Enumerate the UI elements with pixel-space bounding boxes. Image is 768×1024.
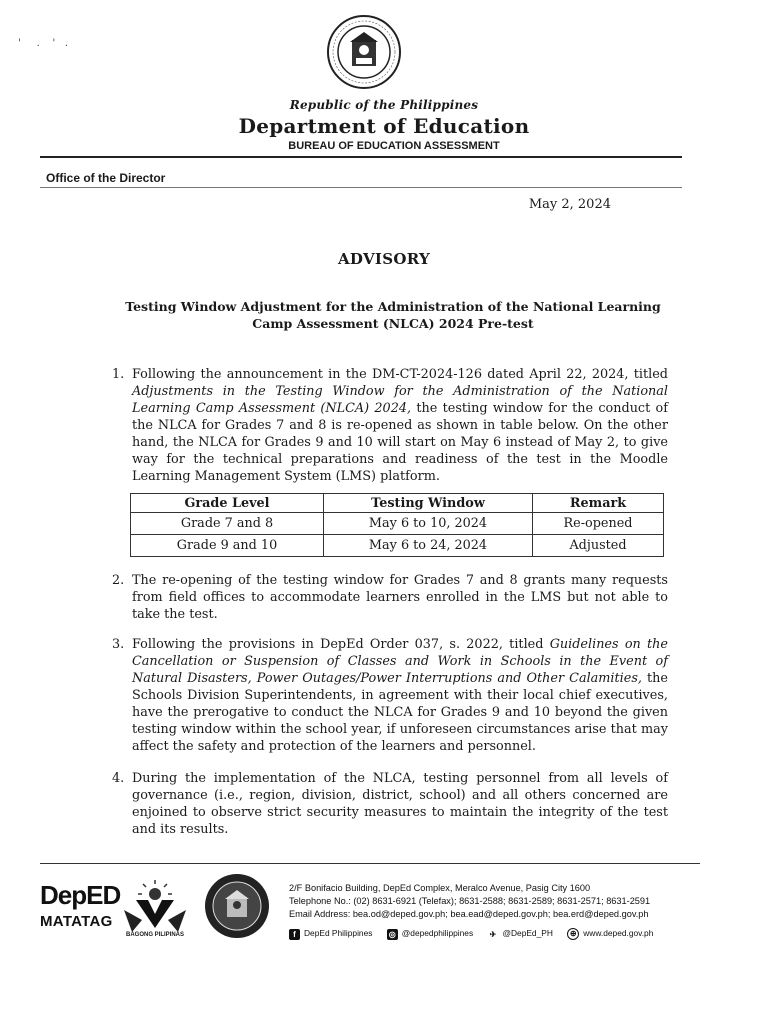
department-heading: Department of Education bbox=[238, 114, 530, 138]
republic-heading: Republic of the Philippines bbox=[289, 98, 479, 112]
paragraph-text: the Schools Division Superintendents, in agreement with their local chief executives, have the prerogative to conduct the NLCA for Grades 9 and 10 beyond the given testing window within the school year, if unforeseen circumstances arise that may affect the safety and protection of the learners and personnel. bbox=[132, 671, 668, 754]
contact-info bbox=[289, 882, 650, 921]
twitter-label: @DepEd_PH bbox=[502, 928, 553, 939]
paragraph-2 bbox=[112, 572, 668, 623]
instagram-icon: ◎ bbox=[387, 929, 398, 940]
bureau-heading: BUREAU OF EDUCATION ASSESSMENT bbox=[288, 140, 500, 152]
subject-line-2: Camp Assessment (NLCA) 2024 Pre-test bbox=[252, 316, 534, 331]
paragraph-number: 2. bbox=[112, 573, 125, 588]
paragraph-3 bbox=[112, 636, 668, 755]
scan-specks: ' . ' . bbox=[18, 38, 68, 49]
twitter-icon: ✈ bbox=[487, 929, 498, 940]
header-remark: Remark bbox=[533, 494, 664, 513]
header-testing-window: Testing Window bbox=[324, 494, 533, 513]
order-title: Guidelines on the Cancellation or Suspension of Classes and Work in Schools in the Event of Natural Disasters, Power Outages/Power Interruptions and Other Calamities, bbox=[132, 637, 668, 686]
document-date: May 2, 2024 bbox=[528, 197, 611, 212]
header-divider bbox=[40, 156, 682, 158]
social-links bbox=[289, 928, 665, 940]
website-link[interactable] bbox=[567, 928, 653, 940]
document-title: ADVISORY bbox=[337, 250, 431, 268]
paragraph-4 bbox=[112, 770, 668, 838]
paragraph-1 bbox=[112, 366, 668, 485]
header-grade-level: Grade Level bbox=[131, 494, 324, 513]
table-row bbox=[131, 513, 664, 535]
paragraph-text: Following the provisions in DepEd Order 037, s. 2022, titled bbox=[132, 637, 550, 652]
paragraph-number: 4. bbox=[112, 771, 125, 786]
matatag-wordmark: MATATAG bbox=[40, 913, 113, 930]
twitter-link[interactable] bbox=[487, 928, 552, 939]
instagram-label: @depedphilippines bbox=[401, 928, 474, 939]
window-cell: May 6 to 10, 2024 bbox=[324, 513, 533, 535]
paragraph-number: 1. bbox=[112, 367, 125, 382]
subject-heading bbox=[100, 298, 686, 332]
testing-window-table bbox=[130, 493, 664, 557]
grade-cell: Grade 9 and 10 bbox=[131, 535, 324, 557]
deped-seal-icon bbox=[326, 14, 402, 90]
memo-title: Adjustments in the Testing Window for the Administration of the National Learning Camp Assessment (NLCA) 2024, bbox=[132, 384, 668, 416]
bea-seal-icon bbox=[204, 873, 270, 939]
footer-divider bbox=[40, 863, 700, 864]
subject-line-1: Testing Window Adjustment for the Administration of the National Learning bbox=[125, 299, 661, 314]
paragraph-text: The re-opening of the testing window for Grades 7 and 8 grants many requests from field offices to accommodate learners enrolled in the LMS but not able to take the test. bbox=[132, 573, 668, 622]
facebook-label: DepEd Philippines bbox=[304, 928, 373, 939]
email-line: Email Address: bea.od@deped.gov.ph; bea.ead@deped.gov.ph; bea.erd@deped.gov.ph bbox=[289, 909, 649, 919]
telephone-line: Telephone No.: (02) 8631-6921 (Telefax); 8631-2588; 8631-2589; 8631-2571; 8631-2591 bbox=[289, 896, 651, 906]
deped-matatag-logo bbox=[40, 880, 121, 940]
remark-cell: Re-opened bbox=[533, 513, 664, 535]
table-header-row bbox=[131, 494, 664, 513]
address-line: 2/F Bonifacio Building, DepEd Complex, Meralco Avenue, Pasig City 1600 bbox=[289, 883, 591, 893]
paragraph-text: During the implementation of the NLCA, testing personnel from all levels of governance (i.e., region, division, district, school) and all others concerned are enjoined to observe strict security measures to maintain the integrity of the test and its results. bbox=[132, 771, 668, 837]
globe-icon: ⊕ bbox=[567, 928, 579, 940]
table-row bbox=[131, 535, 664, 557]
grade-cell: Grade 7 and 8 bbox=[131, 513, 324, 535]
paragraph-text: the testing window for the conduct of the NLCA for Grades 7 and 8 is re-opened as shown in table below. On the other hand, the NLCA for Grades 9 and 10 will start on May 6 instead of May 2, to give way for the technical preparations and readiness of the test in the Moodle Learning Management System (LMS) platform. bbox=[132, 401, 668, 484]
facebook-icon: f bbox=[289, 929, 300, 940]
paragraph-number: 3. bbox=[112, 637, 125, 652]
facebook-link[interactable] bbox=[289, 928, 372, 939]
instagram-link[interactable] bbox=[387, 928, 473, 939]
deped-wordmark: DepED bbox=[40, 880, 121, 910]
office-label: Office of the Director bbox=[46, 171, 166, 185]
window-cell: May 6 to 24, 2024 bbox=[324, 535, 533, 557]
office-divider bbox=[40, 187, 682, 188]
paragraph-text: Following the announcement in the DM-CT-2024-126 dated April 22, 2024, titled bbox=[132, 367, 668, 382]
remark-cell: Adjusted bbox=[533, 535, 664, 557]
bagong-pilipinas-label: BAGONG PILIPINAS bbox=[125, 932, 184, 938]
website-label: www.deped.gov.ph bbox=[583, 928, 654, 939]
